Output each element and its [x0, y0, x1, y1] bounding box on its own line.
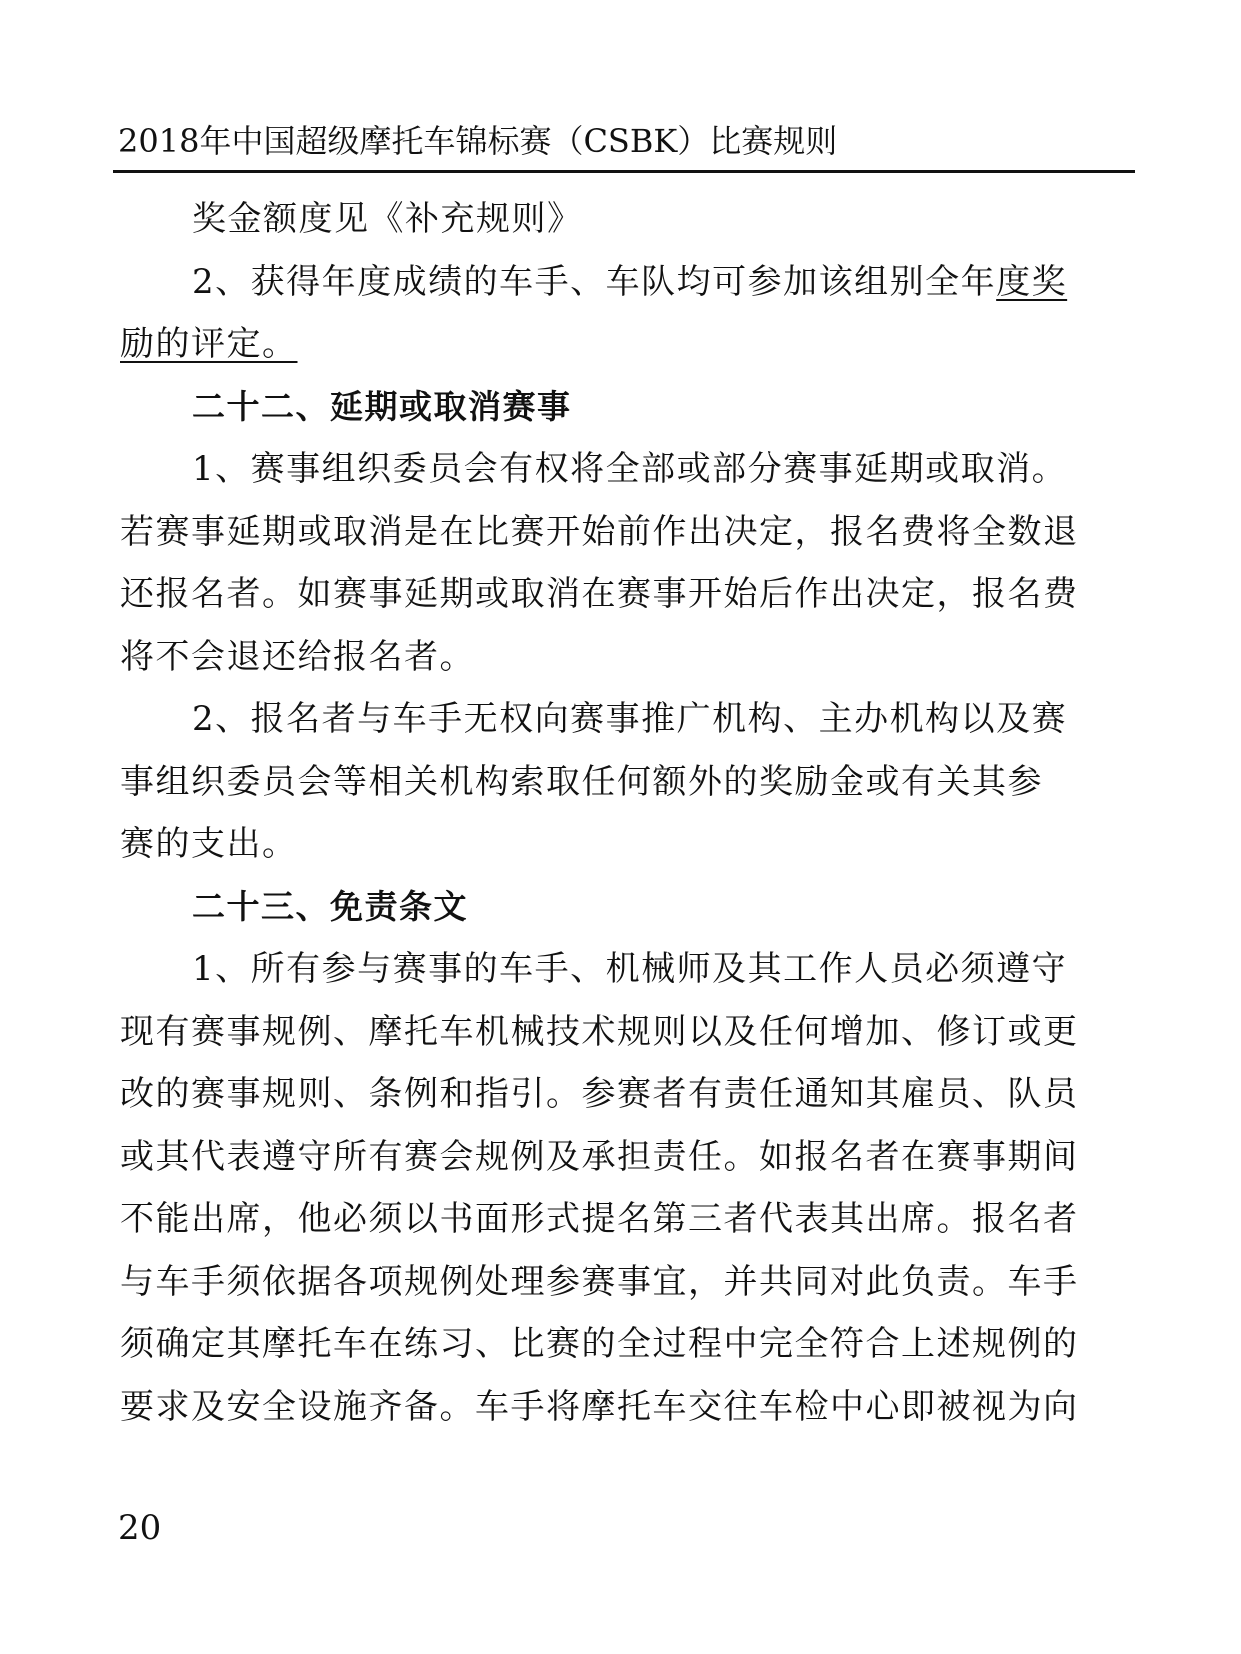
section-heading-23: 二十三、免责条文: [192, 886, 468, 926]
page-number: 20: [118, 1508, 162, 1548]
paragraph-line: 奖金额度见《补充规则》: [192, 199, 583, 239]
document-body: [120, 188, 1140, 1438]
section-heading-22: 二十二、延期或取消赛事: [192, 386, 572, 426]
paragraph-line: 2、报名者与车手无权向赛事推广机构、主办机构以及赛: [192, 699, 1068, 739]
paragraph-line: 事组织委员会等相关机构索取任何额外的奖励金或有关其参: [120, 761, 1043, 802]
line-text: 2、获得年度成绩的车手、车队均可参加该组别全年: [192, 261, 997, 302]
paragraph-line: 不能出席，他必须以书面形式提名第三者代表其出席。报名者: [120, 1199, 1079, 1239]
paragraph-line: 1、所有参与赛事的车手、机械师及其工作人员必须遵守: [192, 949, 1068, 989]
paragraph-line: 改的赛事规则、条例和指引。参赛者有责任通知其雇员、队员: [120, 1074, 1079, 1114]
paragraph-line: 还报名者。如赛事延期或取消在赛事开始后作出决定，报名费: [120, 574, 1079, 614]
paragraph-line: 要求及安全设施齐备。车手将摩托车交往车检中心即被视为向: [120, 1386, 1079, 1427]
paragraph-line: 现有赛事规例、摩托车机械技术规则以及任何增加、修订或更: [120, 1011, 1079, 1052]
paragraph-line: 将不会退还给报名者。: [120, 636, 475, 677]
paragraph-line: 须确定其摩托车在练习、比赛的全过程中完全符合上述规例的: [120, 1324, 1079, 1364]
paragraph-line: 或其代表遵守所有赛会规例及承担责任。如报名者在赛事期间: [120, 1136, 1079, 1177]
paragraph-line: 赛的支出。: [120, 824, 298, 864]
underlined-text: 度奖: [996, 261, 1068, 302]
paragraph-line: 与车手须依据各项规例处理参赛事宜，并共同对此负责。车手: [120, 1261, 1079, 1302]
paragraph-line: 1、赛事组织委员会有权将全部或部分赛事延期或取消。: [192, 449, 1068, 489]
header-divider: [113, 170, 1135, 173]
underlined-text: 励的评定。: [120, 324, 298, 364]
running-header: 2018年中国超级摩托车锦标赛（CSBK）比赛规则: [118, 122, 838, 160]
paragraph-line: 若赛事延期或取消是在比赛开始前作出决定，报名费将全数退: [120, 511, 1079, 552]
paragraph-line: [120, 313, 1140, 376]
paragraph-line: [120, 251, 1140, 314]
